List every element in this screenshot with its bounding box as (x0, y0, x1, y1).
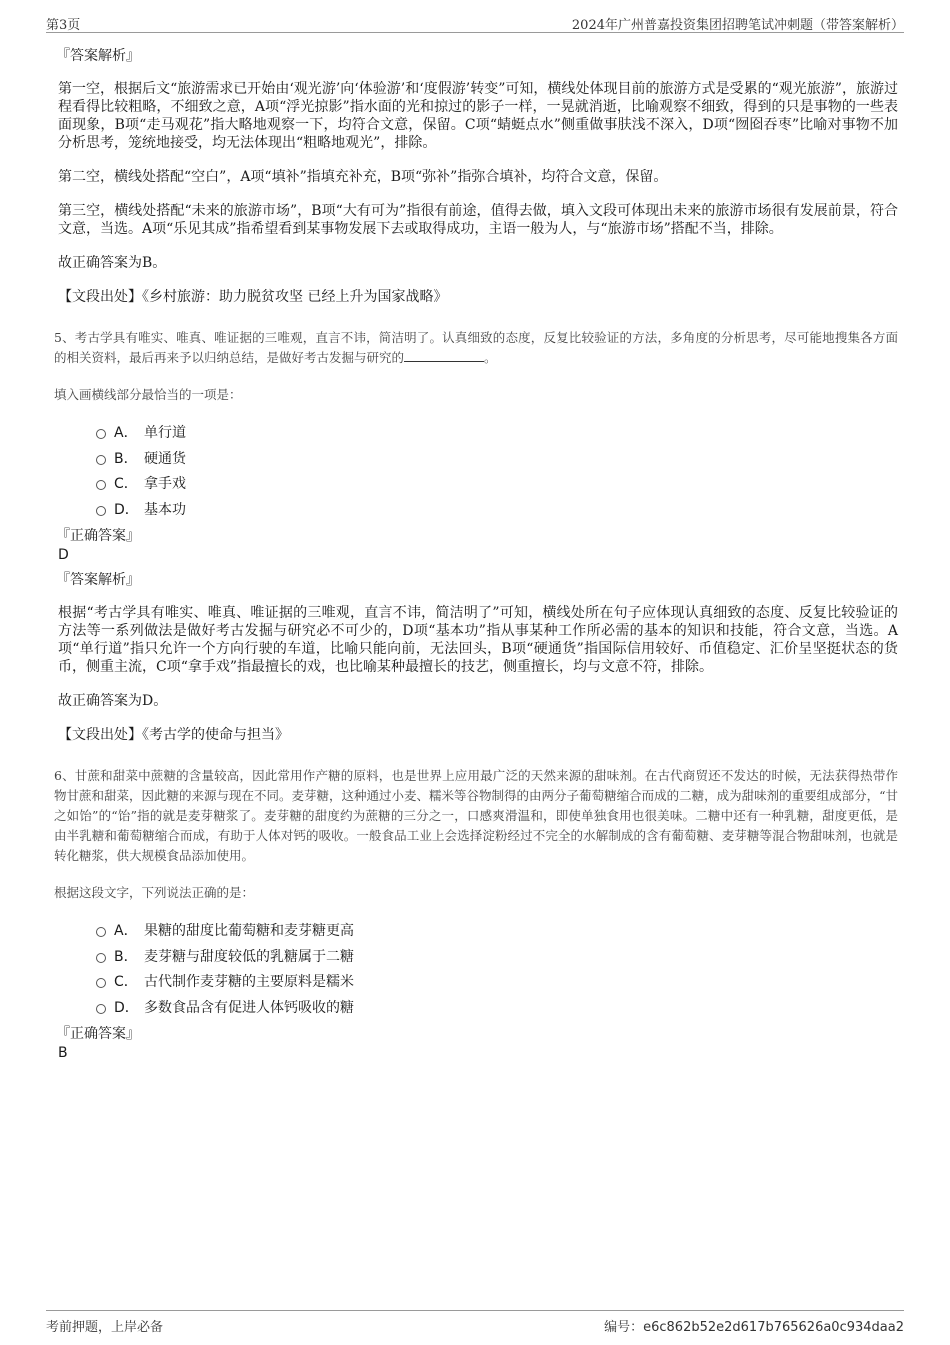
option-text: 多数食品含有促进人体钙吸收的糖 (144, 999, 354, 1016)
q5-blank (404, 349, 484, 362)
footer-code-label: 编号： (604, 1320, 644, 1335)
q5-option-b[interactable] (96, 450, 898, 476)
footer-slogan: 考前押题，上岸必备 (46, 1320, 164, 1335)
q6-option-a[interactable] (96, 922, 898, 948)
q5-answer: D (58, 547, 69, 563)
option-text: 古代制作麦芽糖的主要原料是糯米 (144, 974, 354, 990)
option-letter: D． (114, 999, 139, 1016)
radio-icon[interactable] (96, 953, 106, 963)
q6-option-d[interactable] (96, 999, 898, 1025)
option-letter: B． (114, 450, 138, 467)
q5-stem-end: 。 (484, 350, 497, 365)
option-letter: A． (114, 425, 138, 441)
q5-conclusion: 故正确答案为D。 (58, 693, 168, 709)
q5-option-c[interactable] (96, 475, 898, 501)
q6-option-c[interactable] (96, 973, 898, 999)
radio-icon[interactable] (96, 480, 106, 490)
page-number: 第3页 (46, 18, 81, 33)
radio-icon[interactable] (96, 927, 106, 937)
q6-prompt: 根据这段文字，下列说法正确的是： (54, 885, 255, 900)
q4-conclusion: 故正确答案为B。 (58, 255, 167, 271)
q5-answer-label: 『正确答案』 (56, 528, 140, 544)
radio-icon[interactable] (96, 978, 106, 988)
radio-icon[interactable] (96, 455, 106, 465)
q5-option-d[interactable] (96, 501, 898, 527)
q5-analysis: 根据“考古学具有唯实、唯真、唯证据的三唯观，直言不讳，简洁明了”可知，横线处所在句子应体现认真细致的态度、反复比较验证的方法等一系列做法是做好考古发掘与研究必不可少的，D项“基本功”指从事某种工作所必需的基本的知识和技能，符合文意，当选。A项“单行道”指只允许一个方向行驶的车道，比喻只能向前，无法回头，B项“硬通货”指国际信用较好、币值稳定、汇价呈坚挺状态的货币，侧重主流，C项“拿手戏”指最擅长的戏，也比喻某种最擅长的技艺，侧重擅长，均与文意不符，排除。 (58, 605, 898, 675)
radio-icon[interactable] (96, 506, 106, 516)
option-text: 单行道 (144, 425, 186, 441)
radio-icon[interactable] (96, 429, 106, 439)
q6-option-b[interactable] (96, 948, 898, 974)
option-letter: C． (114, 476, 138, 492)
q6-options (96, 922, 898, 1024)
q5-prompt: 填入画横线部分最恰当的一项是： (54, 387, 242, 402)
footer-code: e6c862b52e2d617b765626a0c934daa2 (643, 1320, 904, 1335)
page-footer (46, 1310, 904, 1333)
option-letter: A． (114, 923, 138, 939)
q4-analysis-p1: 第一空，根据后文“旅游需求已开始由‘观光游’向‘体验游’和‘度假游’转变”可知，横线处体现目前的旅游方式是受累的“观光旅游”，旅游过程看得比较粗略，不细致之意，A项“浮光掠影”指水面的光和掠过的影子一样，一晃就消逝，比喻观察不细致，得到的只是事物的一些表面现象，B项“走马观花”指大略地观察一下，均符合文意，保留。C项“蜻蜓点水”侧重做事肤浅不深入，D项“囫囵吞枣”比喻对事物不加分析思考，笼统地接受，均无法体现出“粗略地观光”，排除。 (58, 81, 898, 151)
q5-source: 【文段出处】《考古学的使命与担当》 (58, 727, 289, 743)
option-text: 果糖的甜度比葡萄糖和麦芽糖更高 (144, 923, 354, 939)
q6-answer: B (58, 1045, 68, 1061)
q5-option-a[interactable] (96, 424, 898, 450)
q4-source: 【文段出处】《乡村旅游：助力脱贫攻坚 已经上升为国家战略》 (58, 289, 448, 305)
option-text: 硬通货 (144, 450, 186, 467)
radio-icon[interactable] (96, 1004, 106, 1014)
footer-code-wrap (604, 1316, 904, 1335)
option-letter: C． (114, 974, 138, 990)
q4-analysis-label: 『答案解析』 (56, 48, 140, 64)
q5-options (96, 424, 898, 526)
option-text: 拿手戏 (144, 476, 186, 492)
q4-analysis-p2: 第二空，横线处搭配“空白”，A项“填补”指填充补充，B项“弥补”指弥合填补，均符合文意，保留。 (58, 169, 668, 185)
q4-analysis-p3: 第三空，横线处搭配“未来的旅游市场”，B项“大有可为”指很有前途，值得去做，填入文段可体现出未来的旅游市场很有发展前景，符合文意，当选。A项“乐见其成”指希望看到某事物发展下去或取得成功，主语一般为人，与“旅游市场”搭配不当，排除。 (58, 203, 898, 237)
option-text: 基本功 (144, 501, 186, 518)
page-header (46, 14, 904, 33)
option-letter: D． (114, 501, 139, 518)
q6-stem: 6、甘蔗和甜菜中蔗糖的含量较高，因此常用作产糖的原料，也是世界上应用最广泛的天然来源的甜味剂。在古代商贸还不发达的时候，无法获得热带作物甘蔗和甜菜，因此糖的来源与现在不同。麦芽糖，这种通过小麦、糯米等谷物制得的由两分子葡萄糖缩合而成的二糖，成为甜味剂的重要组成部分，“甘之如饴”的“饴”指的就是麦芽糖浆了。麦芽糖的甜度约为蔗糖的三分之一，口感爽滑温和，即使单独食用也很美味。二糖中还有一种乳糖，甜度更低，是由半乳糖和葡萄糖缩合而成，有助于人体对钙的吸收。一般食品工业上会选择淀粉经过不完全的水解制成的含有葡萄糖、麦芽糖等混合物甜味剂，也就是转化糖浆，供大规模食品添加使用。 (54, 768, 898, 863)
document-title: 2024年广州普嘉投资集团招聘笔试冲刺题（带答案解析） (571, 18, 904, 33)
option-text: 麦芽糖与甜度较低的乳糖属于二糖 (144, 948, 354, 965)
option-letter: B． (114, 948, 138, 965)
page-content (56, 46, 898, 1068)
q6-answer-label: 『正确答案』 (56, 1026, 140, 1042)
q5-stem-text: 5、考古学具有唯实、唯真、唯证据的三唯观，直言不讳，简洁明了。认真细致的态度，反复比较验证的方法，多角度的分析思考，尽可能地搜集各方面的相关资料，最后再来予以归纳总结，是做好考古发掘与研究的 (54, 330, 898, 365)
q5-analysis-label: 『答案解析』 (56, 572, 140, 588)
q5-stem (54, 328, 898, 368)
